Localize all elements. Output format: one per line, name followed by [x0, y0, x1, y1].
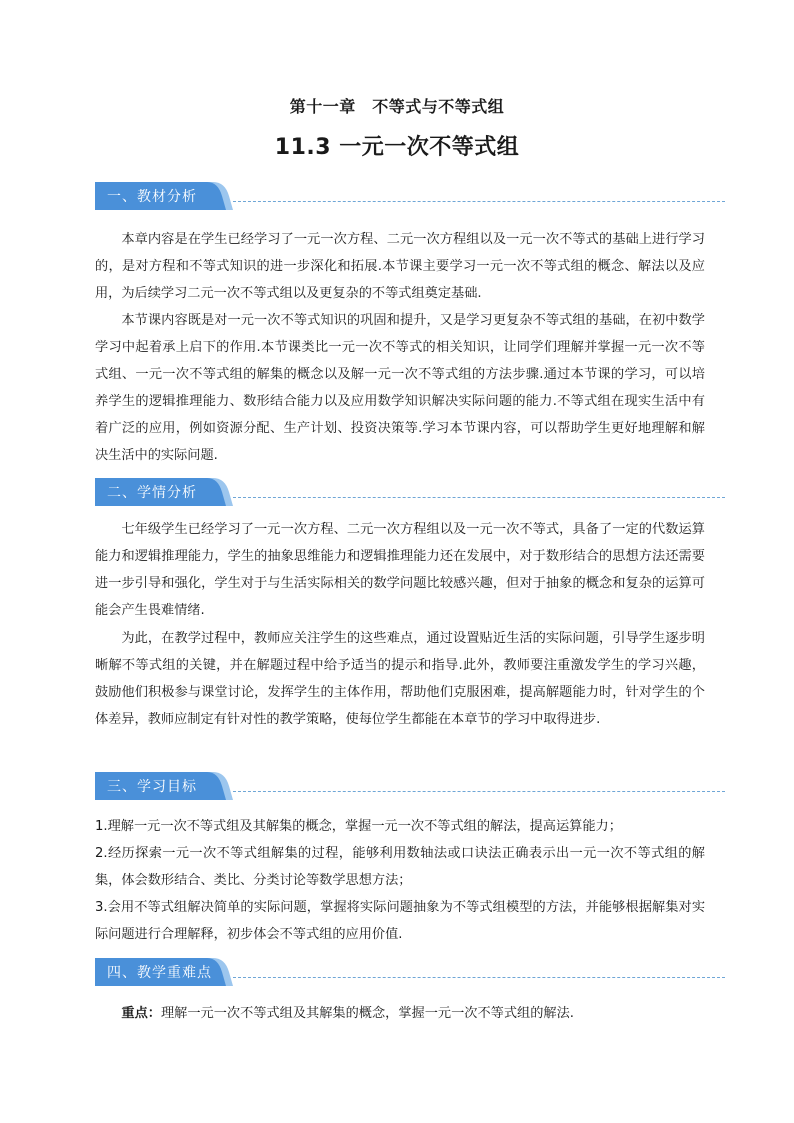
section-title: 四、教学重难点	[107, 965, 212, 981]
section-tab	[95, 182, 233, 210]
section-tab	[95, 958, 233, 986]
section-header-students	[95, 478, 725, 508]
chapter-title: 第十一章 不等式与不等式组	[289, 97, 505, 116]
section-header-key-points	[95, 958, 725, 988]
paragraph: 本节课内容既是对一元一次不等式知识的巩固和提升，又是学习更复杂不等式组的基础，在初中数学学习中起着承上启下的作用.本节课类比一元一次不等式的相关知识，让同学们理解并掌握一元一次不等式组、一元一次不等式组的解集的概念以及解一元一次不等式组的方法步骤.通过本节课的学习，可以培养学生的逻辑推理能力、数形结合能力以及应用数学知识解决实际问题的能力.不等式组在现实生活中有着广泛的应用，例如资源分配、生产计划、投资决策等.学习本节课内容，可以帮助学生更好地理解和解决生活中的实际问题.	[95, 313, 705, 463]
section-tab	[95, 478, 233, 506]
section-divider	[233, 977, 725, 978]
section-title: 三、学习目标	[107, 779, 197, 795]
goal-item: 2.经历探索一元一次不等式组解集的过程，能够利用数轴法或口诀法正确表示出一元一次不等式组的解集，体会数形结合、类比、分类讨论等数学思想方法；	[95, 846, 705, 888]
paragraph: 为此，在教学过程中，教师应关注学生的这些难点，通过设置贴近生活的实际问题，引导学生逐步明晰解不等式组的关键，并在解题过程中给予适当的提示和指导.此外，教师要注重激发学生的学习兴趣，鼓励他们积极参与课堂讨论，发挥学生的主体作用，帮助他们克服困难，提高解题能力时，针对学生的个体差异，教师应制定有针对性的教学策略，使每位学生都能在本章节的学习中取得进步.	[95, 631, 705, 727]
section-divider	[233, 201, 725, 202]
key-point	[95, 1000, 705, 1027]
section-title: 二、学情分析	[107, 485, 197, 501]
section-divider	[233, 791, 725, 792]
section-title: 一、教材分析	[107, 189, 197, 205]
goal-item: 3.会用不等式组解决简单的实际问题，掌握将实际问题抽象为不等式组模型的方法，并能够根据解集对实际问题进行合理解释，初步体会不等式组的应用价值.	[95, 900, 705, 942]
goal-item: 1.理解一元一次不等式组及其解集的概念，掌握一元一次不等式组的解法，提高运算能力；	[95, 819, 622, 834]
section-divider	[233, 497, 725, 498]
section-header-analysis	[95, 182, 725, 212]
section-header-goals	[95, 772, 725, 802]
lesson-title: 11.3 一元一次不等式组	[274, 135, 520, 160]
paragraph: 七年级学生已经学习了一元一次方程、二元一次方程组以及一元一次不等式，具备了一定的代数运算能力和逻辑推理能力，学生的抽象思维能力和逻辑推理能力还在发展中，对于数形结合的思想方法还需要进一步引导和强化，学生对于与生活实际相关的数学问题比较感兴趣，但对于抽象的概念和复杂的运算可能会产生畏难情绪.	[95, 522, 705, 618]
key-point-label: 重点：	[121, 1006, 161, 1021]
key-point-text: 理解一元一次不等式组及其解集的概念，掌握一元一次不等式组的解法.	[160, 1006, 574, 1021]
section-tab	[95, 772, 233, 800]
paragraph: 本章内容是在学生已经学习了一元一次方程、二元一次方程组以及一元一次不等式的基础上进行学习的，是对方程和不等式知识的进一步深化和拓展.本节课主要学习一元一次不等式组的概念、解法以及应用，为后续学习二元一次不等式组以及更复杂的不等式组奠定基础.	[95, 232, 705, 301]
